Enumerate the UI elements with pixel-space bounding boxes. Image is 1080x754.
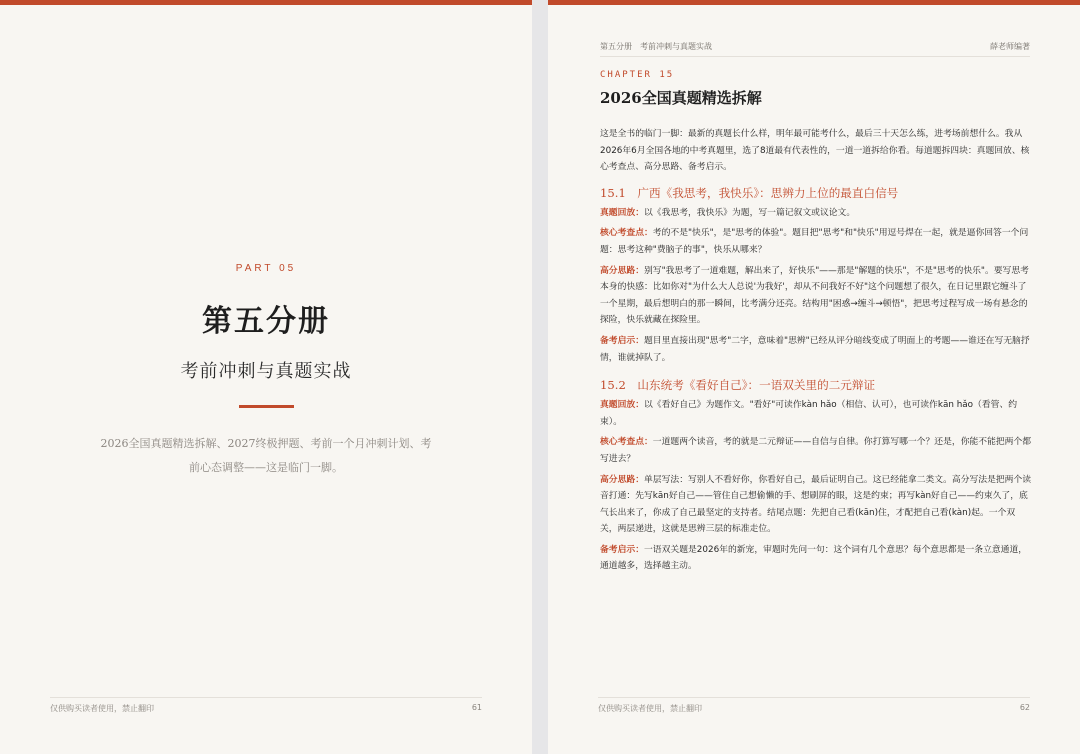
item-text: 考的不是"快乐"，是"思考的体验"。题目把"思考"和"快乐"用逗号焊在一起，就是逼你回答一个问题：思考这种"费脑子的事"，快乐从哪来？ <box>600 228 1029 255</box>
section-item-tip <box>600 333 1032 366</box>
item-label: 高分思路： <box>600 474 644 485</box>
title-divider <box>239 405 294 408</box>
item-label: 高分思路： <box>600 265 644 276</box>
part-label: PART 05 <box>235 263 297 274</box>
footer-divider <box>50 697 482 698</box>
section-heading: 15.1 广西《我思考，我快乐》：思辨力上位的最直白信号 <box>600 185 899 200</box>
item-text: 一道题两个读音，考的就是二元辩证——自信与自律。你打算写哪一个？还是，你能不能把两个都写进去？ <box>600 437 1032 464</box>
right-page <box>548 0 1080 754</box>
chapter-label: CHAPTER 15 <box>600 70 675 80</box>
top-accent-bar <box>0 0 532 5</box>
item-text: 一语双关题是2026年的新宠，审题时先问一句：这个词有几个意思？每个意思都是一条立意通道，通道越多，选择越主动。 <box>600 544 1028 572</box>
footer-copyright: 仅供购买读者使用，禁止翻印 <box>50 704 154 713</box>
item-label: 备考启示： <box>600 544 644 555</box>
chapter-intro: 这是全书的临门一脚：最新的真题长什么样，明年最可能考什么，最后三十天怎么练，进考场前想什么。我从2026年6月全国各地的中考真题里，选了8道最有代表性的，一道一道拆给你看。每道题拆四块：真题回放、核心考查点、高分思路、备考启示。 <box>600 129 1030 173</box>
item-label: 真题回放： <box>600 400 644 411</box>
section-item-approach <box>600 263 1032 329</box>
running-header-author: 薛老师编著 <box>990 42 1030 51</box>
header-divider <box>600 56 1030 57</box>
section-item-tip <box>600 542 1032 575</box>
item-text: 别写"我思考了一道难题，解出来了，好快乐"——那是"解题的快乐"，不是"思考的快乐"。要写思考本身的快感：比如你对"为什么大人总说'为我好'，却从不问我好不好"这个问题想了很久，在日记里跟它缠斗了一个星期，最后想明白的那一瞬间，比考满分还亮。结构用"困惑→缠斗→顿悟"，把思考过程写成一场有悬念的探险，快乐就藏在探险里。 <box>600 265 1029 326</box>
item-label: 备考启示： <box>600 335 644 346</box>
top-accent-bar <box>548 0 1080 5</box>
item-text: 以《看好自己》为题作文。"看好"可读作kàn hǎo（相信、认可），也可读作kān hǎo（看管、约束）。 <box>600 400 1018 427</box>
item-text: 以《我思考，我快乐》为题，写一篇记叙文或议论文。 <box>644 207 856 218</box>
chapter-content <box>600 126 1032 579</box>
section-item-approach <box>600 472 1032 538</box>
section-item-replay <box>600 397 1032 430</box>
footer-divider <box>598 697 1030 698</box>
item-text: 题目里直接出现"思考"二字，意味着"思辨"已经从评分暗线变成了明面上的考题——谁还在写无脑抒情，谁就掉队了。 <box>600 335 1030 363</box>
item-label: 核心考查点： <box>600 437 653 448</box>
page-number: 62 <box>1019 703 1030 712</box>
section-heading: 15.2 山东统考《看好自己》：一语双关里的二元辩证 <box>600 378 876 393</box>
volume-title: 第五分册 <box>202 304 330 339</box>
page-number: 61 <box>471 703 482 712</box>
section-item-focus <box>600 225 1032 258</box>
volume-subtitle: 考前冲刺与真题实战 <box>180 361 352 382</box>
volume-description: 2026全国真题精选拆解、2027终极押题、考前一个月冲刺计划、考前心态调整——这是临门一脚。 <box>100 437 432 474</box>
item-label: 真题回放： <box>600 207 644 218</box>
section-item-replay <box>600 205 1032 222</box>
footer-copyright: 仅供购买读者使用，禁止翻印 <box>598 704 702 713</box>
item-text: 单层写法：写别人不看好你，你看好自己，最后证明自己。这已经能拿二类文。高分写法是把两个读音打通：先写kān好自己——管住自己想偷懒的手、想刷屏的眼，这是约束；再写kàn好自己——约束久了，底气长出来了，你成了自己最坚定的支持者。结尾点题：先把自己看(kān)住，才配把自己看(kàn)起。一个双关，两层递进，这就是思辨三层的标准走位。 <box>600 474 1032 535</box>
running-header-title: 第五分册 考前冲刺与真题实战 <box>600 42 712 51</box>
item-label: 核心考查点： <box>600 228 653 239</box>
section-item-focus <box>600 434 1032 467</box>
chapter-title: 2026全国真题精选拆解 <box>600 89 762 107</box>
left-page <box>0 0 532 754</box>
